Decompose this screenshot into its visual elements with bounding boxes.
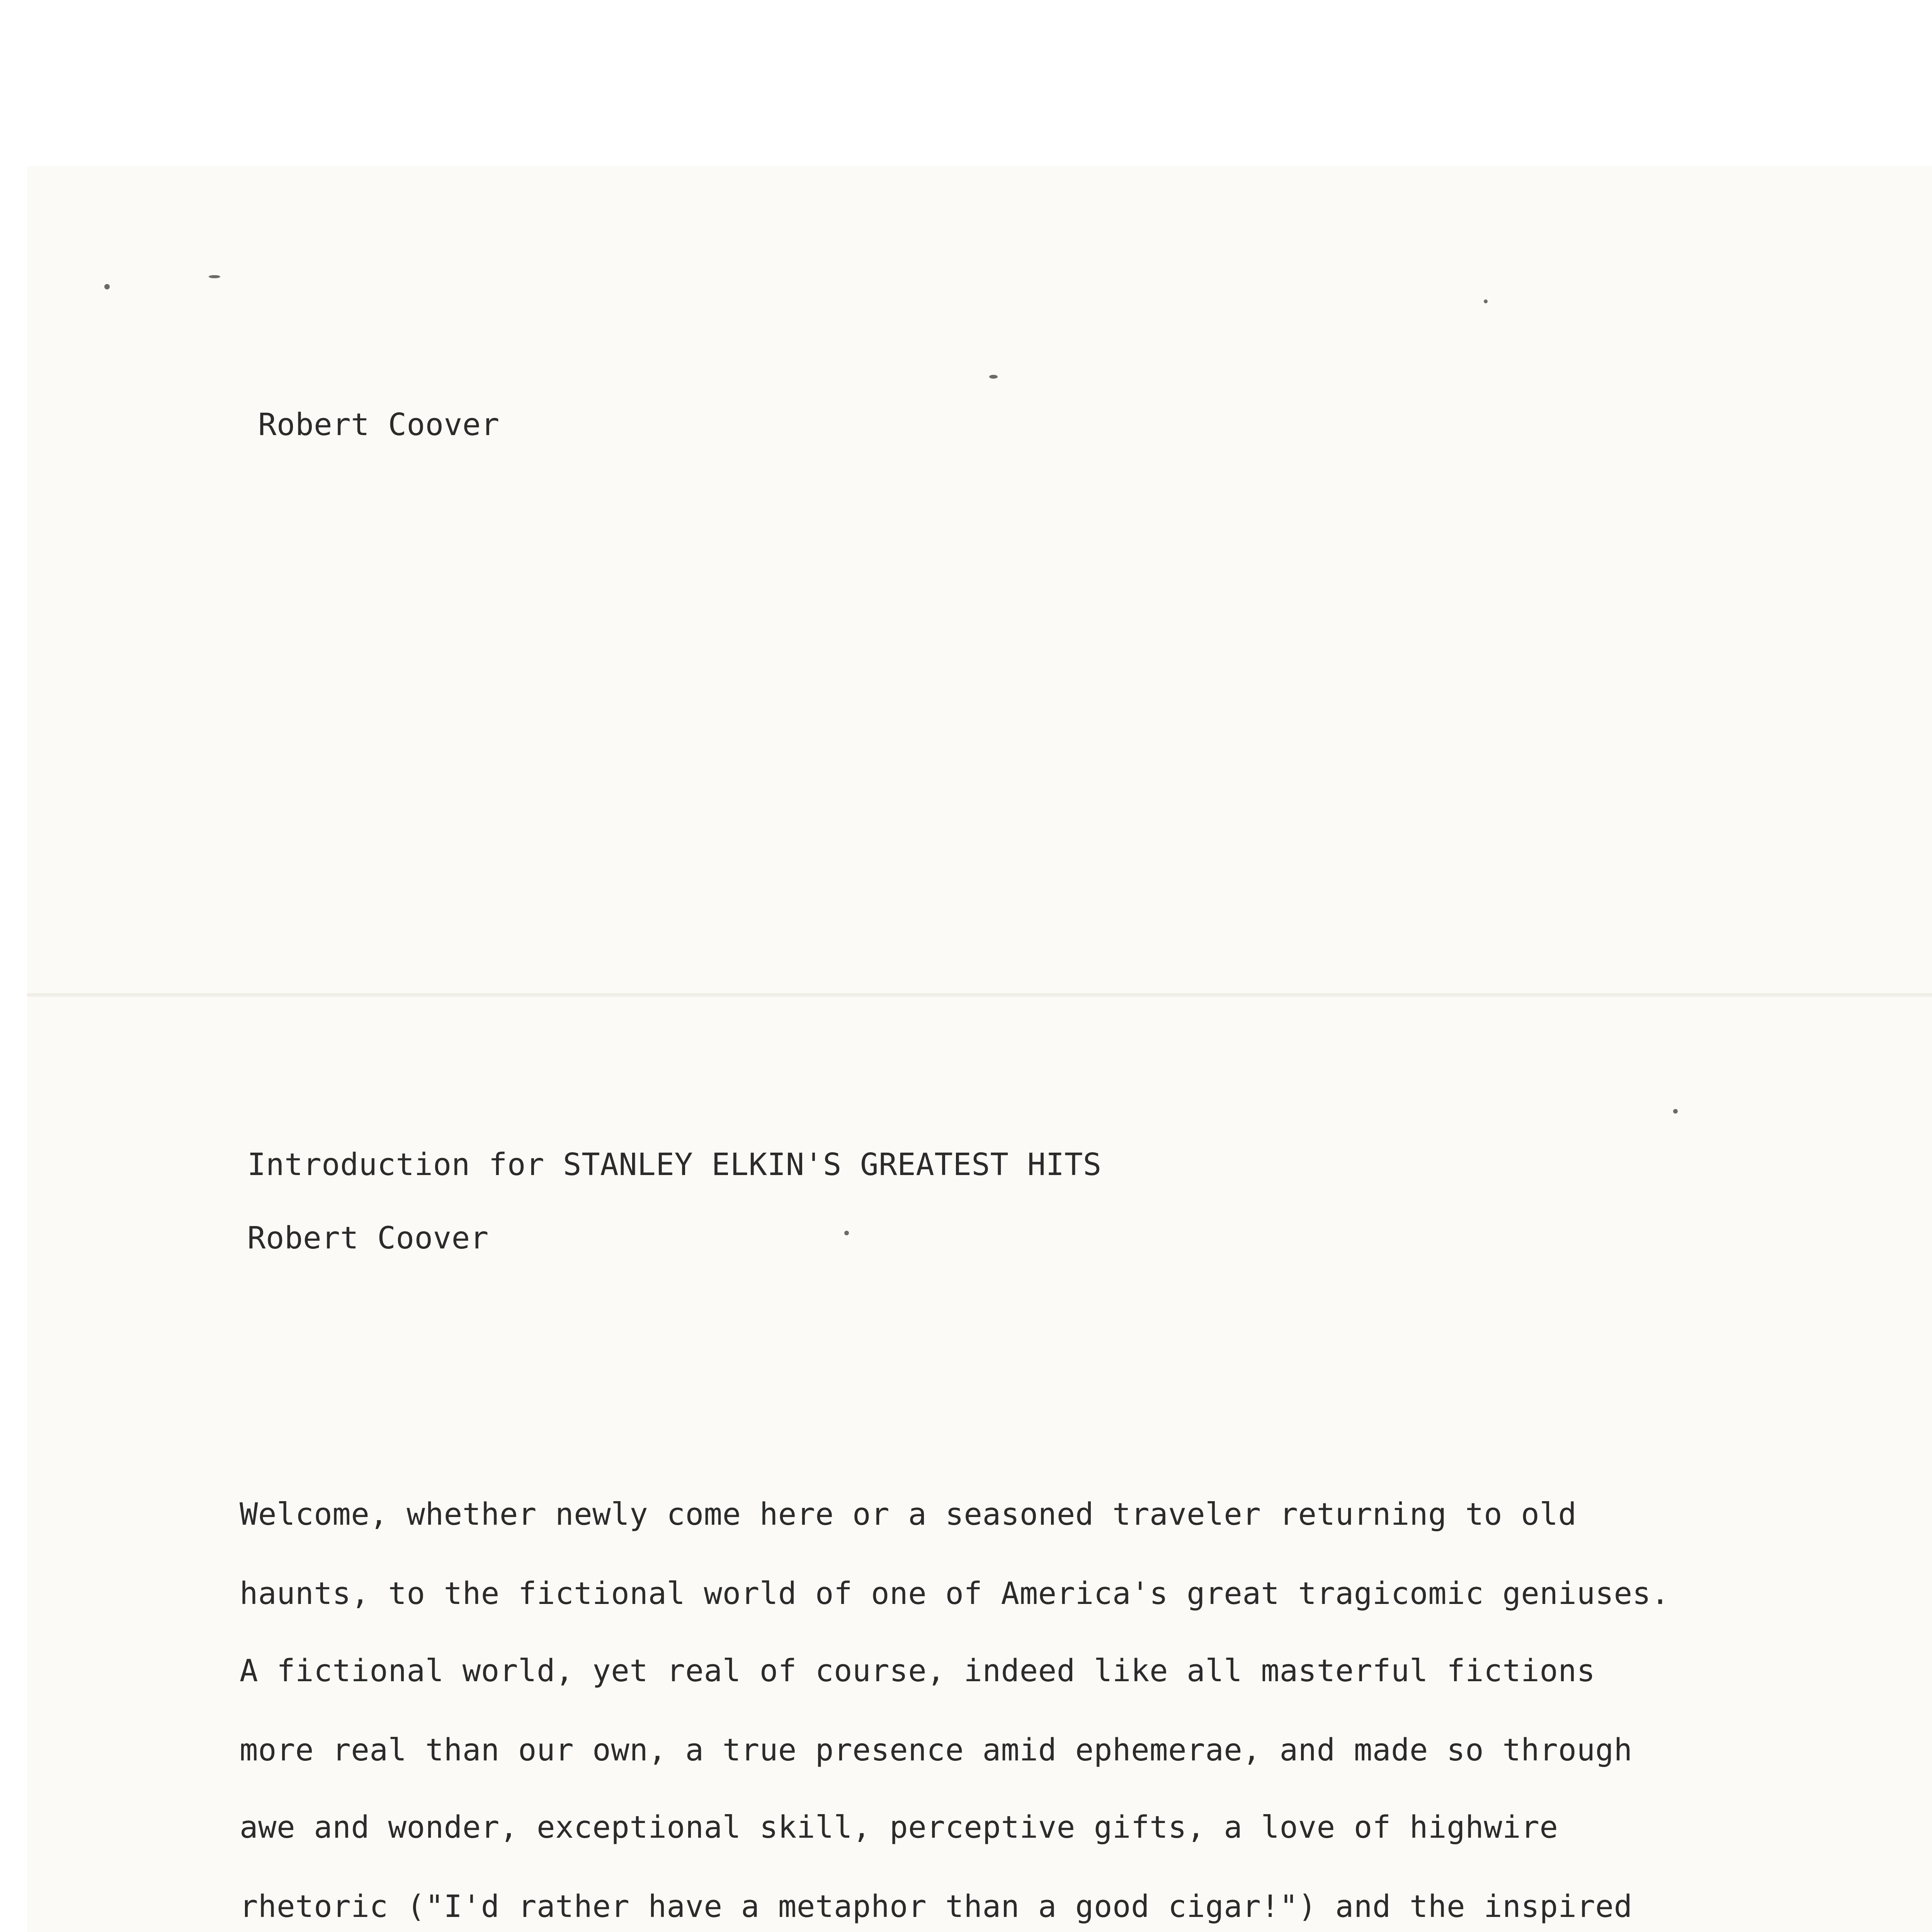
ink-speck [1484, 299, 1488, 303]
document-title: Introduction for STANLEY ELKIN'S GREATEST HITS [247, 1147, 1102, 1182]
ink-speck [989, 375, 998, 379]
author-top: Robert Coover [258, 407, 500, 442]
body-line-4: more real than our own, a true presence amid ephemerae, and made so through [240, 1732, 1633, 1768]
paper-fold-crease [27, 993, 1932, 997]
body-line-1: Welcome, whether newly come here or a seasoned traveler returning to old [240, 1497, 1577, 1532]
document-author: Robert Coover [247, 1220, 489, 1256]
body-line-3: A fictional world, yet real of course, indeed like all masterful fictions [240, 1653, 1595, 1689]
ink-speck [844, 1231, 849, 1235]
body-line-6: rhetoric ("I'd rather have a metaphor than a good cigar!") and the inspired [240, 1889, 1633, 1924]
body-line-2: haunts, to the fictional world of one of America's great tragicomic geniuses. [240, 1576, 1670, 1611]
ink-speck [104, 284, 110, 289]
ink-speck [209, 275, 220, 278]
body-line-5: awe and wonder, exceptional skill, perceptive gifts, a love of highwire [240, 1810, 1558, 1845]
ink-speck [1673, 1109, 1678, 1114]
